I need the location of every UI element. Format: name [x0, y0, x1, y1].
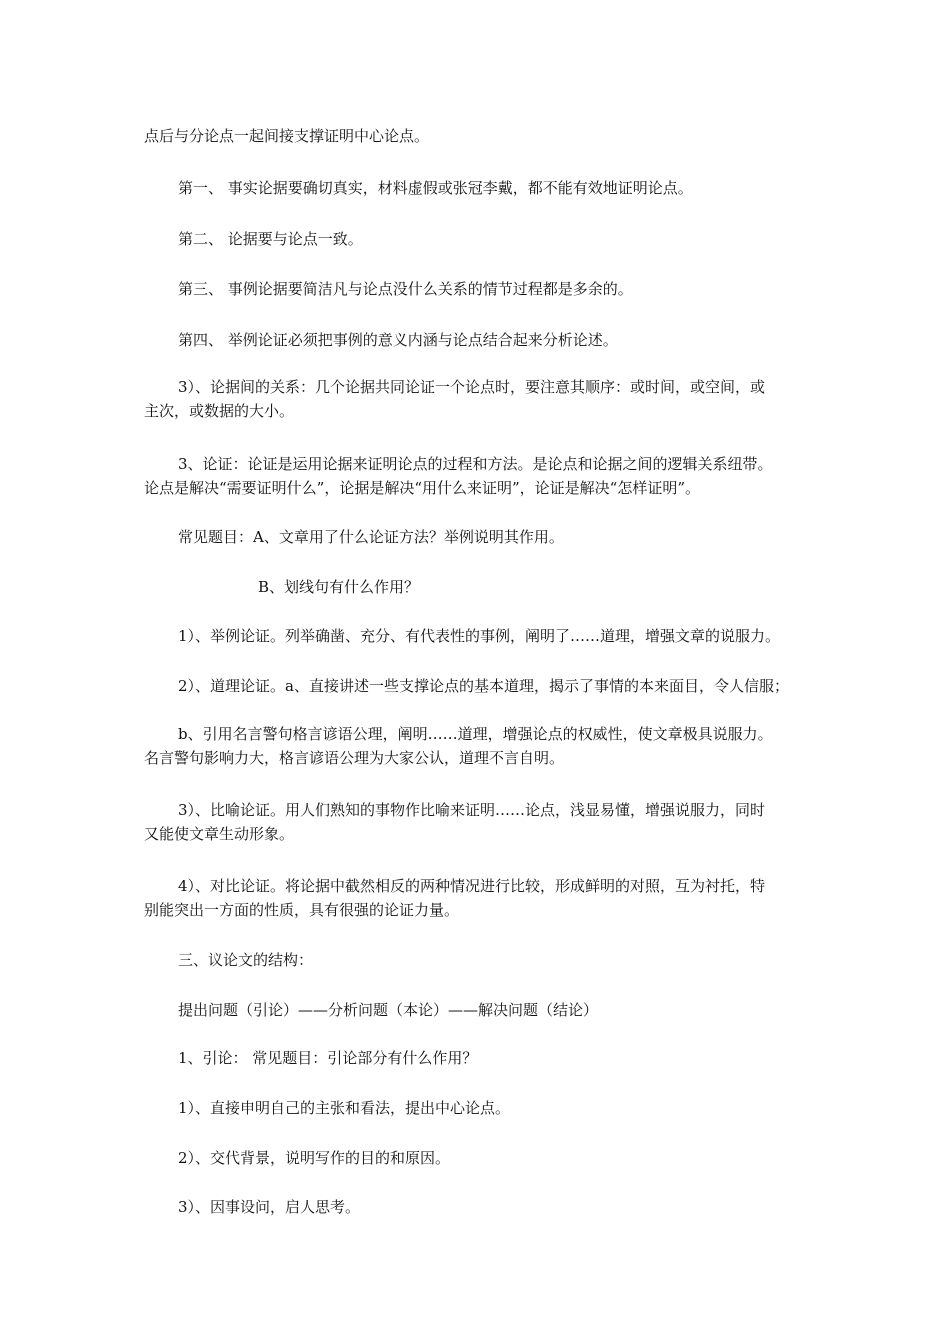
text-line: 3）、比喻论证。用人们熟知的事物作比喻来证明……论点，浅显易懂，增强说服力，同时	[178, 801, 766, 819]
paragraph-introduction-role-3	[144, 1195, 812, 1219]
paragraph-rule-2	[144, 227, 812, 251]
paragraph-analogy-argument	[144, 798, 812, 846]
text-line: 2）、道理论证。a、直接讲述一些支撑论点的基本道理，揭示了事情的本来面目，令人信服；	[178, 677, 789, 695]
text-line: 3）、因事设问，启人思考。	[178, 1198, 361, 1216]
text-line: B、划线句有什么作用？	[258, 578, 420, 596]
paragraph-common-question-b	[144, 575, 812, 599]
paragraph-rule-4	[144, 328, 812, 352]
text-line: 1）、直接申明自己的主张和看法，提出中心论点。	[178, 1099, 511, 1117]
text-line: b、引用名言警句格言谚语公理，阐明……道理，增强论点的权威性，使文章极具说服力。	[178, 725, 773, 743]
paragraph-introduction-question	[144, 1046, 812, 1070]
text-line: 三、议论文的结构：	[178, 951, 314, 969]
paragraph-rule-1	[144, 176, 812, 200]
text-line: 第二、 论据要与论点一致。	[178, 230, 363, 248]
text-line: 又能使文章生动形象。	[144, 825, 295, 843]
text-line: 3）、论据间的关系：几个论据共同论证一个论点时，要注意其顺序：或时间，或空间，或	[178, 378, 766, 396]
paragraph-evidence-relationship	[144, 375, 812, 423]
text-line: 1）、举例论证。列举确凿、充分、有代表性的事例，阐明了……道理，增强文章的说服力。	[178, 627, 781, 645]
text-line: 提出问题（引论）——分析问题（本论）——解决问题（结论）	[178, 1001, 599, 1019]
text-line: 论点是解决“需要证明什么”，论据是解决“用什么来证明”，论证是解决“怎样证明”。	[144, 479, 701, 497]
paragraph-introduction-role-1	[144, 1096, 812, 1120]
paragraph-common-question-a	[144, 525, 812, 549]
paragraph-structure-outline	[144, 998, 812, 1022]
paragraph-example-argument	[144, 624, 812, 648]
paragraph-argumentation-definition	[144, 452, 812, 500]
text-line: 别能突出一方面的性质，具有很强的论证力量。	[144, 901, 460, 919]
paragraph-conclusion-support	[144, 124, 812, 148]
paragraph-contrast-argument	[144, 874, 812, 922]
text-line: 主次，或数据的大小。	[144, 402, 295, 420]
text-line: 1、引论： 常见题目：引论部分有什么作用？	[178, 1049, 478, 1067]
text-line: 4）、对比论证。将论据中截然相反的两种情况进行比较，形成鲜明的对照，互为衬托，特	[178, 877, 766, 895]
paragraph-introduction-role-2	[144, 1146, 812, 1170]
section-heading-structure	[144, 948, 812, 972]
text-line: 第一、 事实论据要确切真实，材料虚假或张冠李戴，都不能有效地证明论点。	[178, 179, 693, 197]
text-line: 3、论证：论证是运用论据来证明论点的过程和方法。是论点和论据之间的逻辑关系纽带。	[178, 455, 773, 473]
paragraph-reasoning-argument	[144, 674, 812, 698]
text-line: 2）、交代背景，说明写作的目的和原因。	[178, 1149, 451, 1167]
paragraph-quotation-argument	[144, 722, 812, 770]
text-line: 第三、 事例论据要简洁凡与论点没什么关系的情节过程都是多余的。	[178, 280, 633, 298]
text-line: 第四、 举例论证必须把事例的意义内涵与论点结合起来分析论述。	[178, 331, 618, 349]
text-line: 名言警句影响力大，格言谚语公理为大家公认，道理不言自明。	[144, 749, 565, 767]
paragraph-rule-3	[144, 277, 812, 301]
text-line: 点后与分论点一起间接支撑证明中心论点。	[144, 127, 430, 145]
text-line: 常见题目：A、文章用了什么论证方法？举例说明其作用。	[178, 528, 564, 546]
